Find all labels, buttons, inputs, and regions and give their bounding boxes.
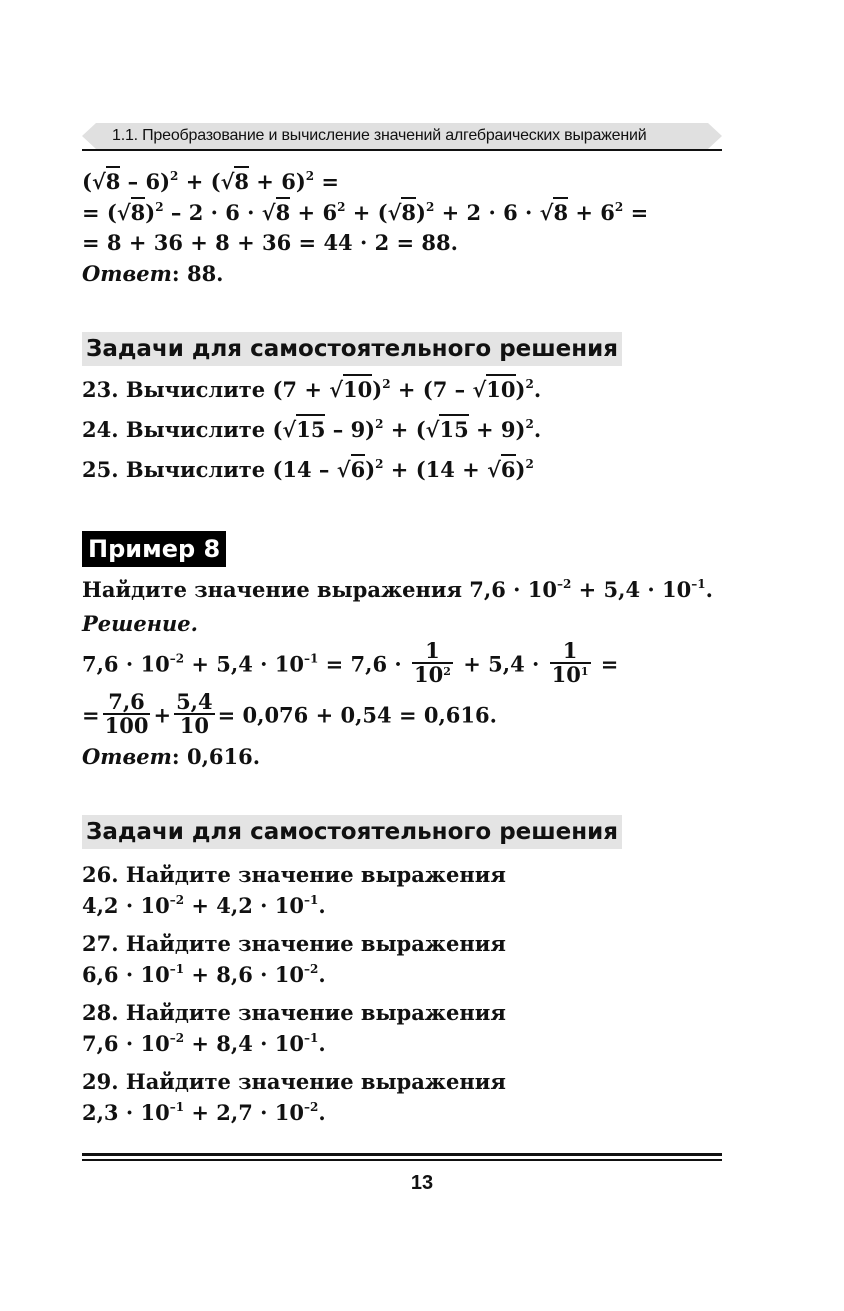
page-number: 13 [410, 1172, 434, 1194]
sqrt-sign: √10 [329, 374, 372, 402]
solution-line-2: = $(√8)^2 - 2 \cdot 6 \cdot √8 + 6^2 + (√8)^2 + 2 \cdot 6 \cdot √8 + 6^2$ = [82, 201, 648, 223]
sqrt-sign: √15 [426, 414, 469, 442]
example-solution-line-1: $7,6 \cdot 10^{-2} + 5,4 \cdot 10^{-1} = 7,6$ · $\frac{1}{10^2}$ + 5,4 · $\frac{1}{10^1}$ = [82, 638, 619, 688]
fraction: $\frac{1}{10^2}$ [414, 638, 451, 688]
answer-label: Ответ [82, 744, 172, 769]
sqrt-sign: √8 [540, 197, 568, 225]
section-title-1: Задачи для самостоятельного решения [82, 332, 622, 366]
answer-label: Ответ [82, 261, 172, 286]
solution-line-1: $(√8 - 6)^2 + (√8 + 6)^2$ = [82, 170, 339, 192]
sqrt-sign: √10 [472, 374, 515, 402]
task-24: 24. Вычислите $(√15 - 9)^2 + (√15 + 9)^2$. [82, 418, 541, 440]
answer-value: : 88. [171, 261, 224, 286]
section-title-2: Задачи для самостоятельного решения [82, 815, 622, 849]
task-23: 23. Вычислите $(7 + √10)^2 + (7 - √10)^2$. [82, 378, 541, 400]
solution-line-3: = 8 + 36 + 8 + 36 = 44 · 2 = 88. [82, 230, 458, 255]
example-answer-line [82, 746, 260, 767]
task-29-text: 29. Найдите значение выражения [82, 1069, 506, 1094]
task-28-expr: $7,6 \cdot 10^{-2} + 8,4 \cdot 10^{-1}$. [82, 1031, 326, 1056]
sqrt-sign: √8 [117, 197, 145, 225]
sqrt-sign: √8 [388, 197, 416, 225]
running-title: 1.1. Преобразование и вычисление значений алгебраических выражений [112, 127, 647, 144]
task-29-expr: $2,3 \cdot 10^{-1} + 2,7 \cdot 10^{-2}$. [82, 1100, 326, 1125]
sqrt-sign: √8 [92, 166, 120, 194]
footer-rule-bottom [82, 1159, 722, 1161]
task-28-text: 28. Найдите значение выражения [82, 1000, 506, 1025]
task-26-text: 26. Найдите значение выражения [82, 862, 506, 887]
answer-line [82, 263, 224, 284]
example-statement: Найдите значение выражения $7,6 \cdot 10^{-2} + 5,4 \cdot 10^{-1}$. [82, 577, 713, 602]
running-header [82, 121, 722, 151]
example-solution-line-2: = $\frac{7,6}{100}$ + $\frac{5,4}{10}$ = 0,076 + 0,54 = 0,616. [82, 689, 497, 739]
sqrt-sign: √8 [221, 166, 249, 194]
sqrt-sign: √15 [282, 414, 325, 442]
task-26-expr: $4,2 \cdot 10^{-2} + 4,2 \cdot 10^{-1}$. [82, 893, 326, 918]
task-27-text: 27. Найдите значение выражения [82, 931, 506, 956]
fraction: $\frac{7,6}{100}$ [104, 689, 149, 739]
sqrt-sign: √6 [487, 454, 515, 482]
sqrt-sign: √6 [337, 454, 365, 482]
footer-rule-top [82, 1153, 722, 1156]
sqrt-sign: √8 [262, 197, 290, 225]
answer-value: : 0,616. [171, 744, 261, 769]
fraction: $\frac{5,4}{10}$ [176, 689, 213, 739]
task-27-expr: $6,6 \cdot 10^{-1} + 8,6 \cdot 10^{-2}$. [82, 962, 326, 987]
fraction: $\frac{1}{10^1}$ [551, 638, 589, 688]
solution-label: Решение. [82, 611, 198, 636]
task-25: 25. Вычислите $(14 - √6)^2 + (14 + √6)^2$ [82, 458, 534, 480]
example-title: Пример 8 [82, 531, 226, 567]
